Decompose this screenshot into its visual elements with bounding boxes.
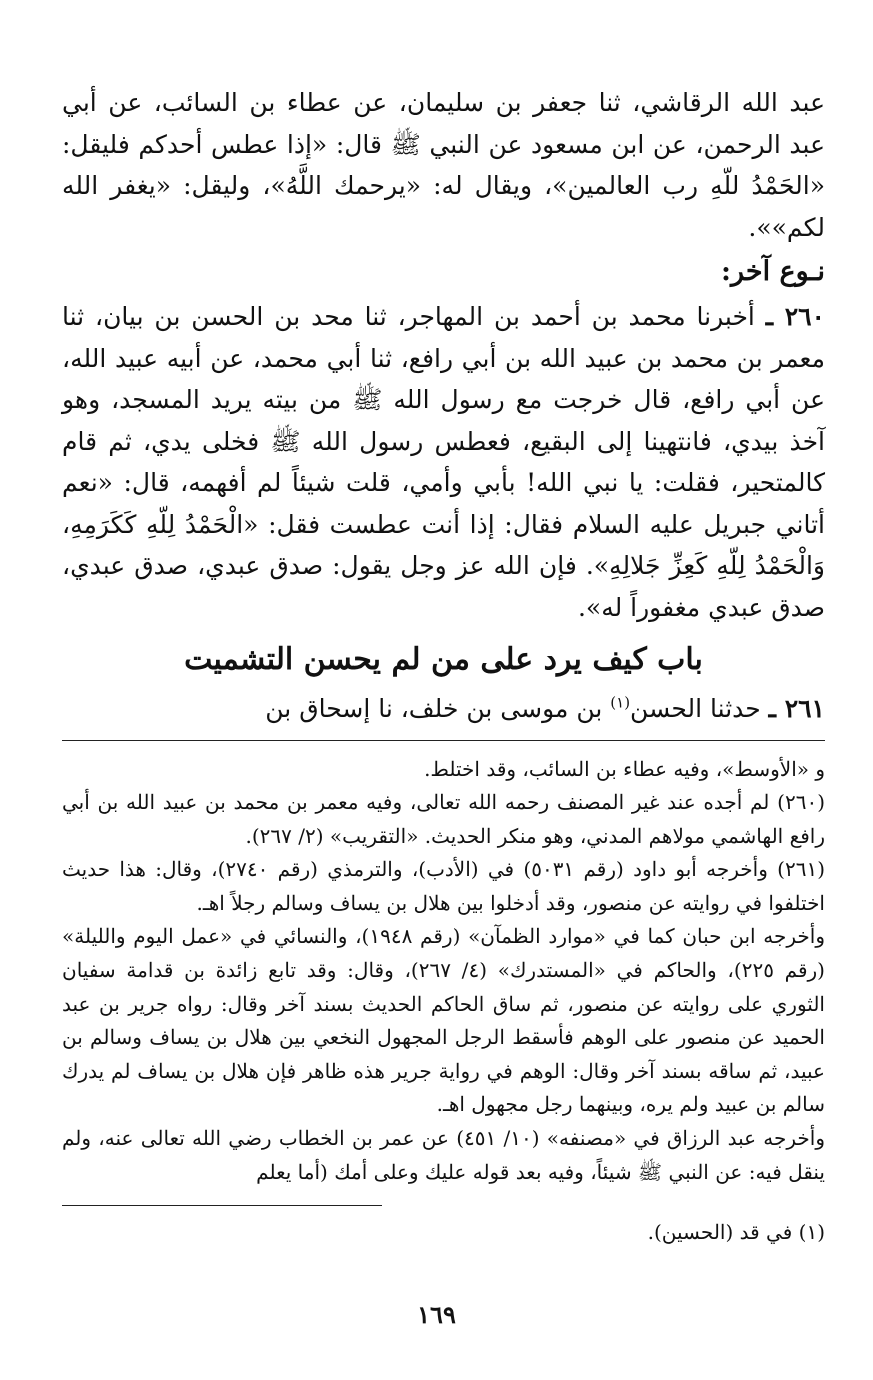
footnote-reference: (١) bbox=[610, 693, 631, 712]
footnote-divider bbox=[62, 1205, 382, 1206]
hadith-261-text-start: حدثنا الحسن bbox=[630, 694, 769, 723]
note-261-part-3: وأخرجه عبد الرزاق في «مصنفه» (١٠/ ٤٥١) عن عمر بن الخطاب رضي الله تعالى عنه، ولم ينقل فيه: عن النبي ﷺ شيئاً، وفيه بعد قوله عليك وعلى أمك (أما يعلم bbox=[62, 1126, 825, 1184]
intro-paragraph: عبد الله الرقاشي، ثنا جعفر بن سليمان، عن عطاء بن السائب، عن أبي عبد الرحمن، عن ابن مسعود عن النبي ﷺ قال: «إذا عطس أحدكم فليقل: «الحَمْدُ للّهِ رب العالمين»، ويقال له: «يرحمك اللَّهُ»، وليقل: «يغفر الله لكم»». bbox=[62, 88, 825, 242]
note-260: (٢٦٠) لم أجده عند غير المصنف رحمه الله تعالى، وفيه معمر بن محمد بن عبيد الله بن أبي رافع الهاشمي مولاهم المدني، وهو منكر الحديث. «التقريب» (٢/ ٢٦٧). bbox=[62, 790, 825, 848]
note-261-part-2: وأخرجه ابن حبان كما في «موارد الظمآن» (رقم ١٩٤٨)، والنسائي في «عمل اليوم والليلة» (رقم ٢٢٥)، والحاكم في «المستدرك» (٤/ ٢٦٧)، وقال: وقد تابع زائدة بن قدامة سفيان الثوري على روايته عن منصور، ثم ساق الحاكم الحديث بسند آخر وقال: رواه جرير بن عبد الحميد عن منصور على الوهم فأسقط الرجل المجهول النخعي بين هلال بن يساف وسالم بن عبيد، ثم ساقه بسند آخر وقال: الوهم في رواية جرير هذه ظاهر فإن هلال بن يساف لم يدرك سالم بن عبيد ولم يره، وبينهما رجل مجهول اهـ. bbox=[62, 924, 825, 1117]
note-continuation: و «الأوسط»، وفيه عطاء بن السائب، وقد اختلط. bbox=[424, 756, 825, 781]
hadith-261-text-end: بن موسى بن خلف، نا إسحاق بن bbox=[265, 694, 611, 723]
chapter-title: باب كيف يرد على من لم يحسن التشميت bbox=[184, 642, 703, 677]
subheading: نـوع آخر: bbox=[721, 256, 825, 287]
footnote: (١) في قد (الحسين). bbox=[647, 1220, 825, 1245]
hadith-261 bbox=[62, 688, 825, 730]
hadith-260-number: ٢٦٠ ـ bbox=[765, 302, 825, 331]
hadith-260-text: أخبرنا محمد بن أحمد بن المهاجر، ثنا محد بن الحسن بن بيان، ثنا معمر بن محمد بن عبيد الله بن أبي رافع، ثنا أبي محمد، عن أبيه عبيد الله، عن أبي رافع، قال خرجت مع رسول الله ﷺ من بيته يريد المسجد، وهو آخذ بيدي، فانتهينا إلى البقيع، فعطس رسول الله ﷺ فخلى يدي، ثم قام كالمتحير، فقلت: يا نبي الله! بأبي وأمي، قلت شيئاً لم أفهمه، قال: «نعم أتاني جبريل عليه السلام فقال: إذا أنت عطست فقل: «الْحَمْدُ لِلّهِ كَكَرَمِهِ، وَالْحَمْدُ لِلّهِ كَعِزِّ جَلالِهِ». فإن الله عز وجل يقول: صدق عبدي، صدق عبدي، صدق عبدي مغفوراً له». bbox=[62, 302, 825, 622]
hadith-260 bbox=[62, 296, 825, 628]
note-261-part-1: (٢٦١) وأخرجه أبو داود (رقم ٥٠٣١) في (الأدب)، والترمذي (رقم ٢٧٤٠)، وقال: هذا حديث اختلفوا في روايته عن منصور، وقد أدخلوا بين هلال بن يساف وسالم رجلاً اهـ. bbox=[62, 857, 825, 915]
page-number: ١٦٩ bbox=[417, 1300, 456, 1329]
notes-divider bbox=[62, 740, 825, 741]
hadith-261-number: ٢٦١ ـ bbox=[768, 694, 825, 723]
main-text bbox=[62, 82, 825, 730]
commentary-notes bbox=[62, 753, 825, 1190]
